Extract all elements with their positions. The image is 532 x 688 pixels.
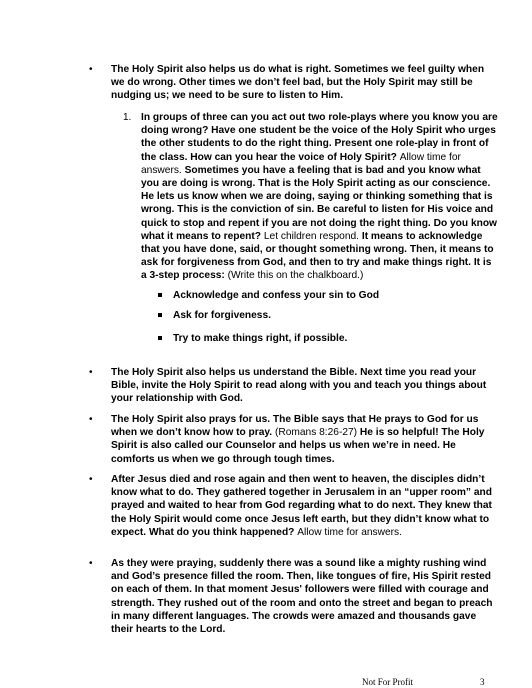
paragraph-prays-for-us bbox=[111, 413, 499, 466]
teacher-note: Allow time for answers. bbox=[297, 526, 402, 538]
teacher-note: Let children respond. bbox=[263, 230, 360, 242]
bullet-marker: • bbox=[89, 367, 93, 378]
upper-room-text: After Jesus died and rose again and then went to heaven, the disciples didn’t know what to do. They gathered together in Jerusalem in an “upper room” and prayed and waited to hear from God regarding what to do next. They knew that the Holy Spirit would come once Jesus left earth, but they didn’t know what to expect. What do you think happened? bbox=[111, 474, 492, 538]
step-text: Ask for forgiveness. bbox=[173, 310, 271, 321]
paragraph-role-plays bbox=[141, 111, 499, 283]
paragraph-upper-room bbox=[111, 473, 499, 539]
square-bullet bbox=[158, 313, 162, 317]
repent-text: It means to acknowledge that you have done, said, or thought something wrong. Then, it means to ask for forgiveness from God, and then to try and make things right. It is a 3-step process: bbox=[141, 230, 494, 282]
scripture-reference: (Romans 8:26-27) bbox=[274, 427, 358, 439]
square-bullet bbox=[158, 293, 162, 297]
bullet-marker: • bbox=[89, 414, 93, 425]
counselor-text: He is so helpful! The Holy Spirit is also called our Counselor and helps us when we’re in need. He comforts us when we go through tough times. bbox=[111, 427, 485, 465]
paragraph-understand-bible: The Holy Spirit also helps us understand the Bible. Next time you read your Bible, invite the Holy Spirit to read along with you and teach you things about your relationship with God. bbox=[111, 367, 487, 405]
bullet-marker: • bbox=[89, 558, 93, 569]
page-number: 3 bbox=[480, 677, 485, 687]
bullet-marker: • bbox=[89, 64, 93, 75]
bullet-marker: • bbox=[89, 474, 93, 485]
paragraph-helps-do-right: The Holy Spirit also helps us do what is right. Sometimes we feel guilty when we do wrong. Other times we don’t feel bad, but the Holy Spirit may still be nudging us; we need to be sure to listen to Him. bbox=[111, 64, 485, 102]
paragraph-pentecost: As they were praying, suddenly there was a sound like a mighty rushing wind and God’s presence filled the room. Then, like tongues of fire, His Spirit rested on each of them. In that moment Jesus' followers were filled with courage and strength. They rushed out of the room and onto the street and began to preach in many different languages. The crowds were amazed and thousands gave their hearts to the Lord. bbox=[111, 558, 493, 636]
step-text: Try to make things right, if possible. bbox=[173, 333, 348, 344]
conscience-text: Sometimes you have a feeling that is bad and you know what you are doing is wrong. That is the Holy Spirit acting as our conscience. He lets us know when we are doing, saying or thinking something that is wrong. This is the conviction of sin. Be careful to listen for His voice and quick to stop and repent if you are not doing the right thing. Do you know what it means to repent? bbox=[141, 164, 497, 242]
role-play-text: In groups of three can you act out two role-plays where you know you are doing wrong? Have one student be the voice of the Holy Spirit who urges the other students to do the right thing. Present one role-play in front of the class. How can you hear the voice of Holy Spirit? bbox=[141, 112, 498, 163]
teacher-note: Allow time for answers. bbox=[141, 151, 461, 176]
number-marker: 1. bbox=[123, 112, 132, 123]
prays-text: The Holy Spirit also prays for us. The Bible says that He prays to God for us when we don’t know how to pray. bbox=[111, 414, 479, 439]
footer-label: Not For Profit bbox=[362, 677, 414, 687]
step-text: Acknowledge and confess your sin to God bbox=[173, 290, 380, 301]
square-bullet bbox=[158, 336, 162, 340]
teacher-note: (Write this on the chalkboard.) bbox=[227, 270, 364, 282]
